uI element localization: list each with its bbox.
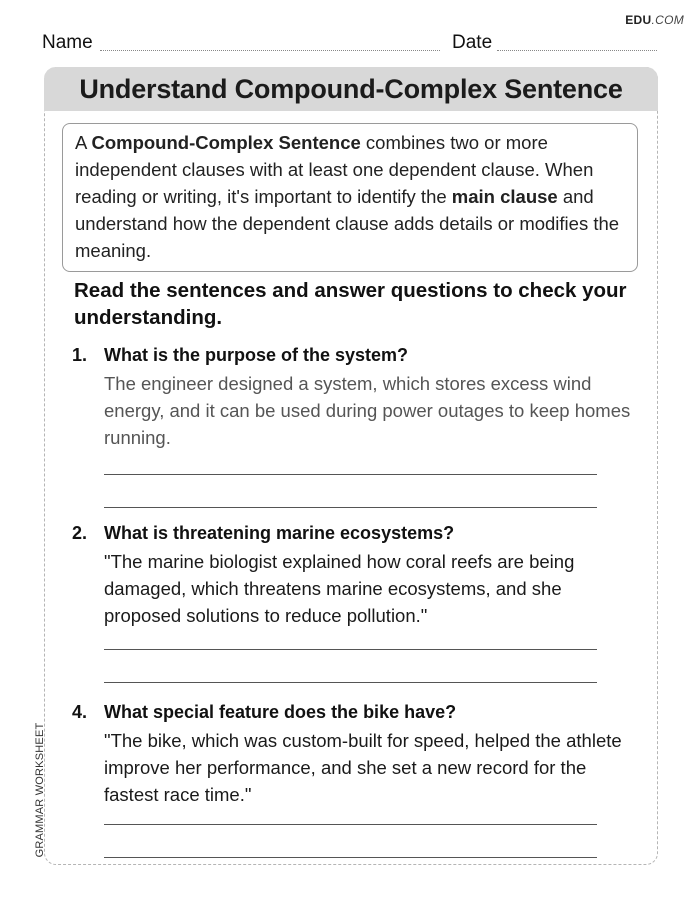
question-prompt: What is threatening marine ecosystems? (104, 523, 455, 543)
date-label: Date (452, 32, 493, 53)
brand-logo (625, 13, 684, 27)
question-prompt: What is the purpose of the system? (104, 345, 409, 365)
intro-text-1: A (75, 132, 92, 153)
brand-name: EDU (625, 13, 652, 27)
answer-line-1b[interactable] (104, 507, 597, 508)
name-field-line[interactable] (100, 50, 440, 51)
question-sentence: The engineer designed a system, which stores excess wind energy, and it can be used during power outages to keep homes running. (104, 373, 631, 448)
question-2 (72, 521, 642, 629)
brand-suffix: .COM (651, 13, 684, 27)
answer-line-4b[interactable] (104, 857, 597, 858)
intro-term: Compound-Complex Sentence (91, 132, 361, 153)
answer-line-4a[interactable] (104, 824, 597, 825)
name-date-row (42, 32, 658, 54)
question-header (72, 343, 642, 367)
worksheet-title: Understand Compound-Complex Sentence (79, 73, 623, 104)
question-1 (72, 343, 642, 451)
question-number: 4. (72, 702, 88, 722)
answer-line-2b[interactable] (104, 682, 597, 683)
title-bar (44, 67, 658, 111)
instruction: Read the sentences and answer questions to check your understanding. (74, 279, 627, 329)
answer-line-2a[interactable] (104, 649, 597, 650)
answer-line-1a[interactable] (104, 474, 597, 475)
question-header (72, 700, 642, 724)
question-number: 1. (72, 345, 88, 365)
intro-text-3: and understand how the dependent clause adds details or modifies the meaning. (75, 186, 620, 261)
question-sentence: "The marine biologist explained how coral reefs are being damaged, which threatens marine ecosystems, and she proposed solutions to reduce pollution." (104, 551, 575, 626)
question-sentence: "The bike, which was custom-built for speed, helped the athlete improve her performance, and she set a new record for the fastest race time." (104, 730, 622, 805)
question-prompt: What special feature does the bike have? (104, 702, 457, 722)
question-number: 2. (72, 523, 88, 543)
question-4 (72, 700, 642, 808)
intro-main-clause: main clause (451, 186, 558, 207)
question-header (72, 521, 642, 545)
intro-text-2: combines two or more independent clauses with at least one dependent clause. When reading or writing, it's important to identify the (75, 132, 594, 207)
side-label: GRAMMAR WORKSHEET (34, 722, 46, 858)
date-field-line[interactable] (497, 50, 657, 51)
name-label: Name (42, 32, 93, 53)
intro-box (62, 123, 638, 272)
